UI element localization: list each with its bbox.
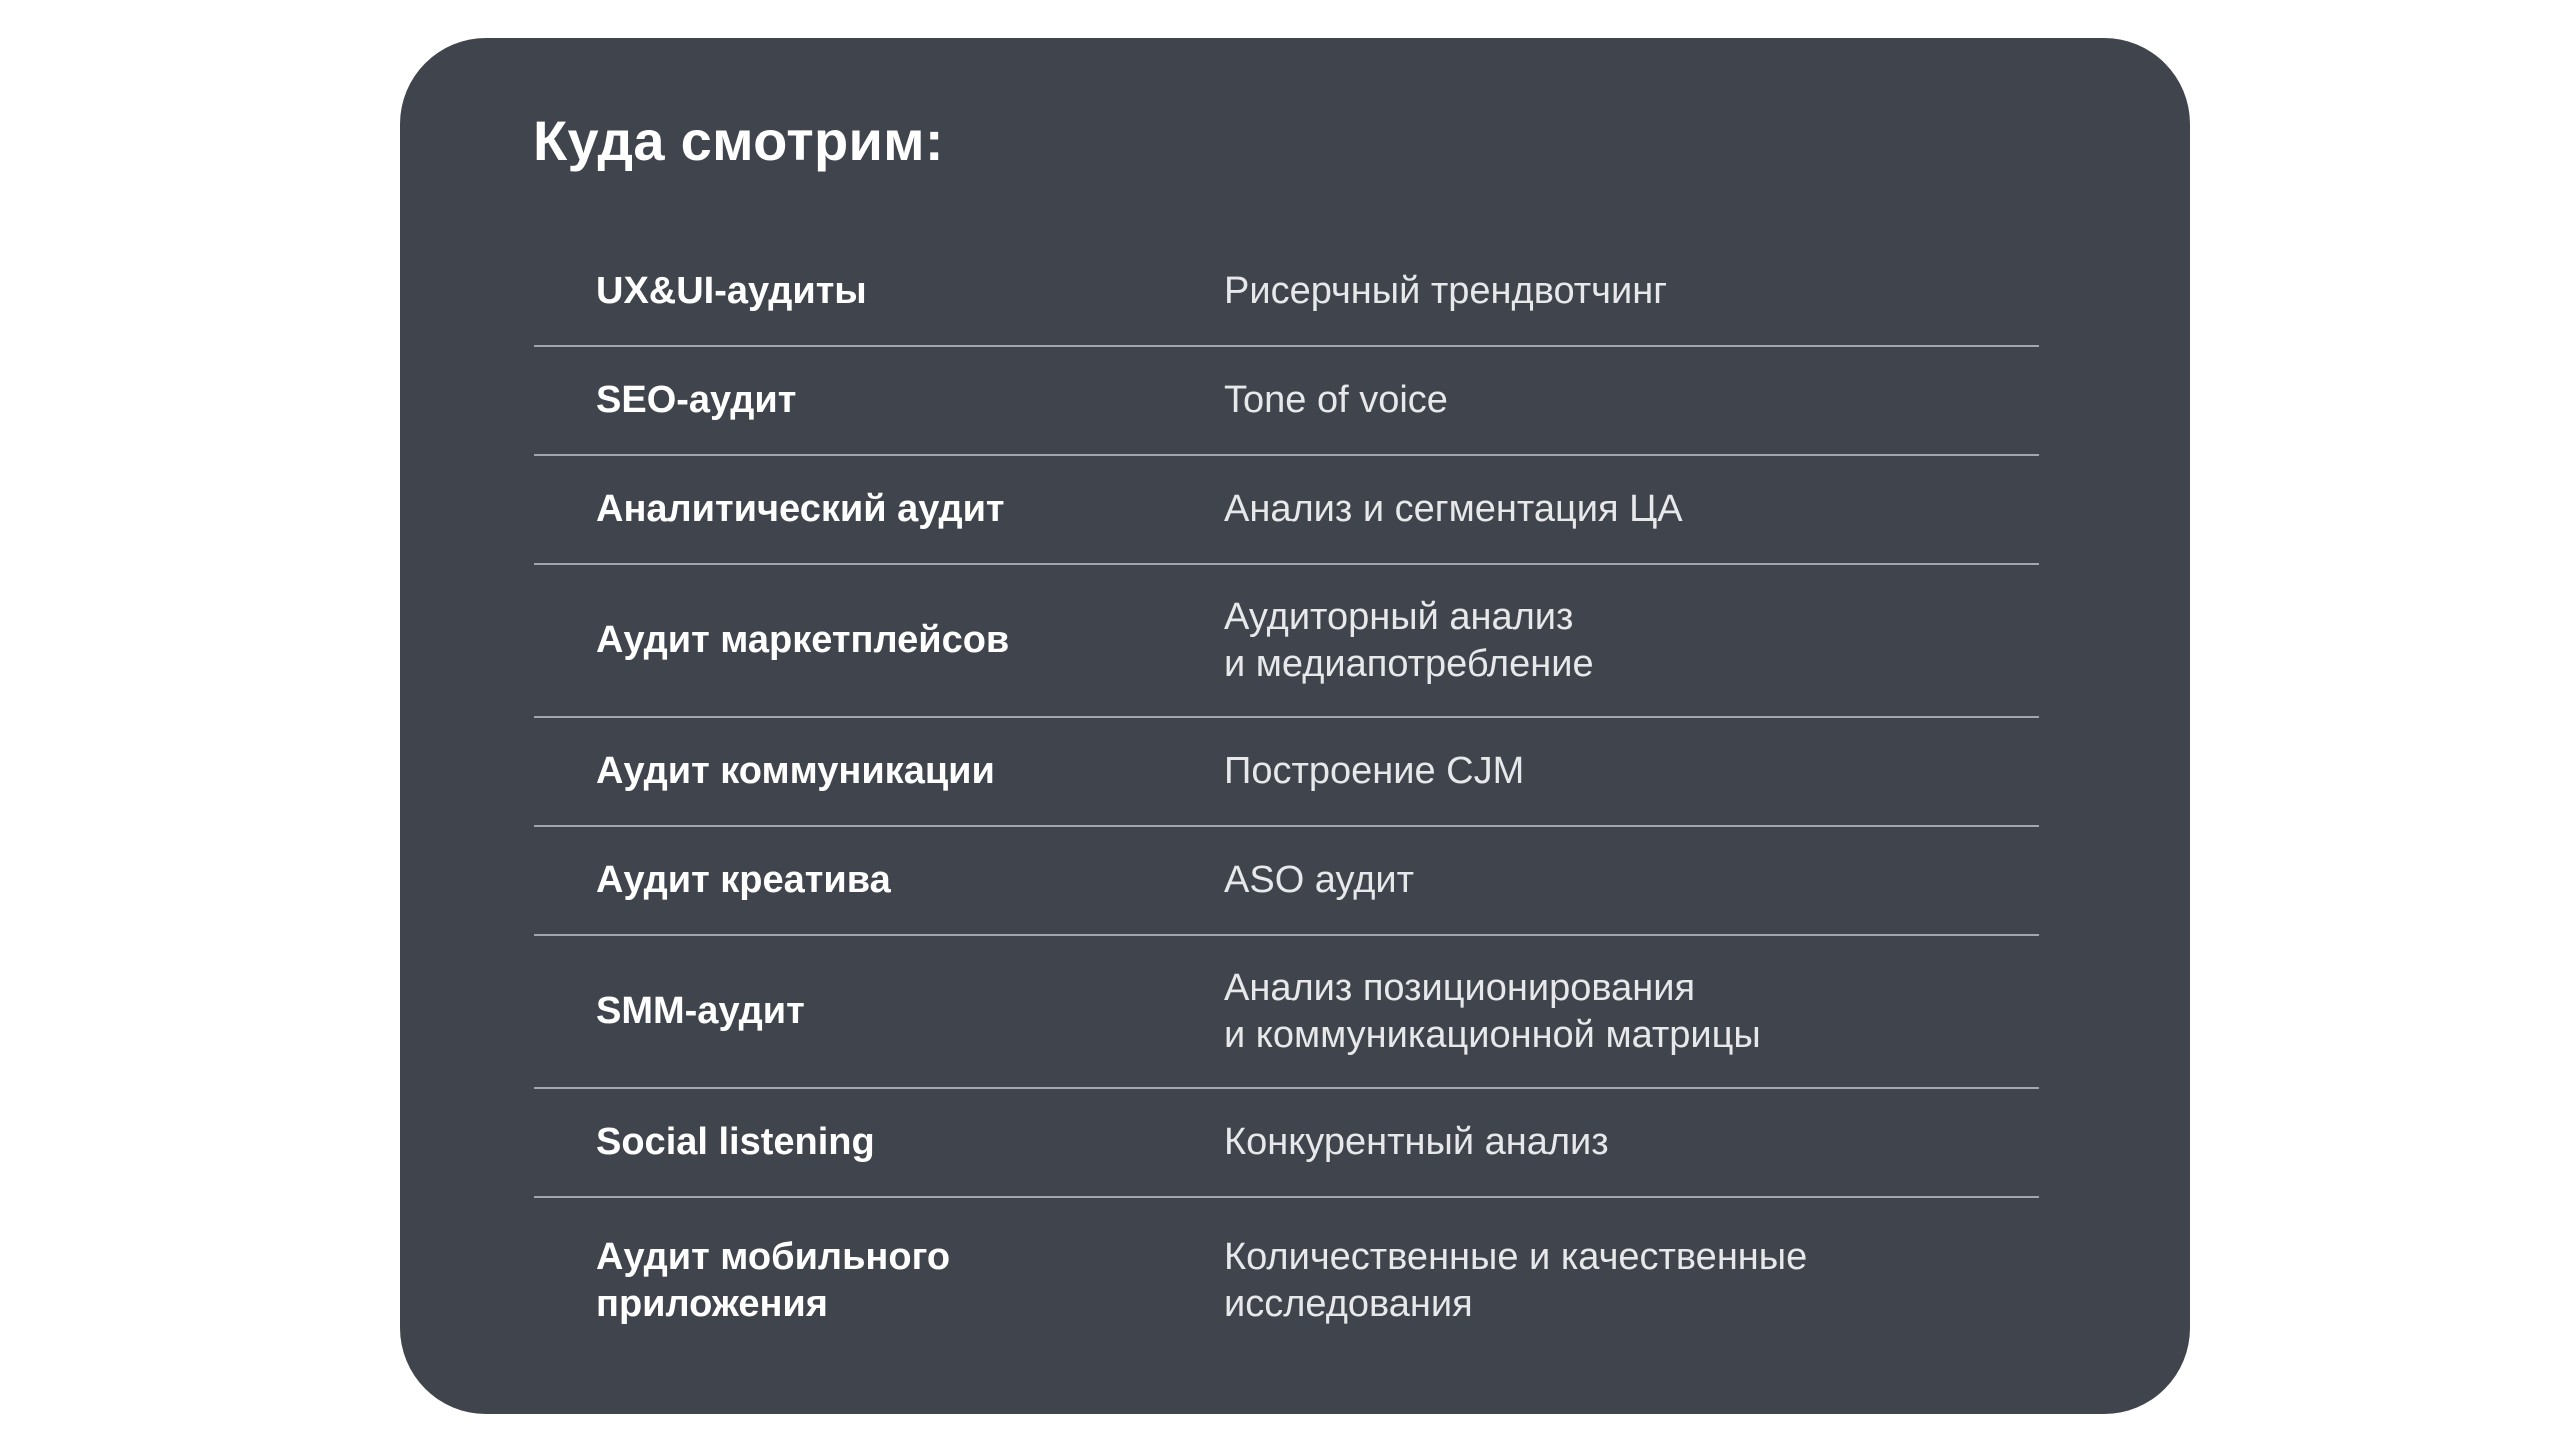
table-row [534, 827, 2039, 936]
left-text: SEO-аудит [596, 379, 797, 421]
row-right-cell [1224, 1119, 2039, 1166]
services-table [534, 238, 2039, 1363]
left-text: Аудит коммуникации [596, 750, 995, 792]
row-right-cell [1224, 268, 2039, 315]
row-left-cell [534, 857, 1224, 904]
right-text: Tone of voice [1224, 379, 1448, 421]
right-text: Анализ позиционирования [1224, 966, 1696, 1009]
row-left-cell [534, 1119, 1224, 1166]
right-text: и медиапотребление [1224, 642, 1594, 685]
left-text: Аудит мобильного [596, 1235, 951, 1278]
row-left-cell [534, 988, 1224, 1035]
left-text: Social listening [596, 1121, 875, 1163]
left-text: Аудит маркетплейсов [596, 619, 1010, 661]
left-text: Аналитический аудит [596, 488, 1005, 530]
table-row [534, 718, 2039, 827]
right-text: Количественные и качественные [1224, 1235, 1808, 1278]
table-row [534, 347, 2039, 456]
table-row [534, 238, 2039, 347]
left-text: UX&UI-аудиты [596, 270, 867, 312]
right-text: Анализ и сегментация ЦА [1224, 488, 1683, 530]
row-right-cell [1224, 594, 2039, 688]
row-left-cell [534, 617, 1224, 664]
services-card [400, 38, 2190, 1414]
left-text: Аудит креатива [596, 859, 891, 901]
table-row [534, 936, 2039, 1089]
right-text: и коммуникационной матрицы [1224, 1013, 1761, 1056]
card-title: Куда смотрим: [533, 109, 944, 172]
row-right-cell [1224, 965, 2039, 1059]
right-text: Аудиторный анализ [1224, 595, 1574, 638]
row-right-cell [1224, 748, 2039, 795]
left-text: приложения [596, 1282, 828, 1325]
right-text: исследования [1224, 1282, 1473, 1325]
table-row [534, 565, 2039, 718]
table-row [534, 1089, 2039, 1198]
right-text: Конкурентный анализ [1224, 1121, 1609, 1163]
table-row [534, 1198, 2039, 1363]
left-text: SMM-аудит [596, 990, 805, 1032]
row-left-cell [534, 748, 1224, 795]
right-text: Рисерчный трендвотчинг [1224, 270, 1668, 312]
row-right-cell [1224, 486, 2039, 533]
row-right-cell [1224, 1234, 2039, 1328]
table-row [534, 456, 2039, 565]
row-left-cell [534, 377, 1224, 424]
row-left-cell [534, 486, 1224, 533]
right-text: Построение CJM [1224, 750, 1525, 792]
row-left-cell [534, 1234, 1224, 1328]
right-text: ASO аудит [1224, 859, 1415, 901]
row-left-cell [534, 268, 1224, 315]
row-right-cell [1224, 377, 2039, 424]
row-right-cell [1224, 857, 2039, 904]
